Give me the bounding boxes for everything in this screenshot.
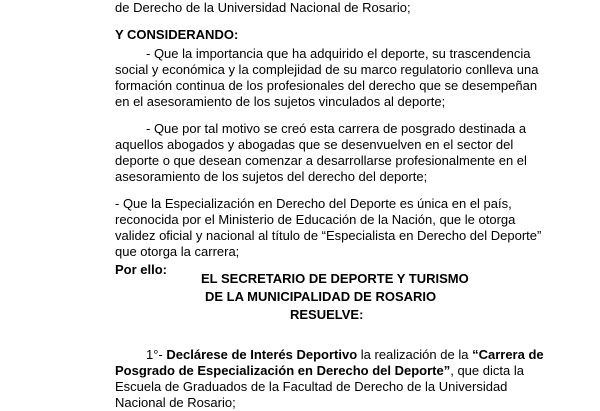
resuelve-heading: RESUELVE: [290, 307, 364, 322]
p3-line: que otorga la carrera; [115, 244, 240, 259]
secretario-heading: EL SECRETARIO DE DEPORTE Y TURISMO [201, 271, 469, 286]
article-1-line-3: Escuela de Graduados de la Facultad de Derecho de la Universidad [115, 379, 508, 394]
p1-line: social y económica y la complejidad de su marco regulatorio conlleva una [115, 62, 539, 77]
p2-line: deporte o que desean comenzar a desarrollarse profesionalmente en el [115, 153, 527, 168]
p1-line: en el asesoramiento de los sujetos vinculados al deporte; [115, 94, 446, 109]
article-bold-phrase: “Carrera de [472, 347, 544, 362]
p1-line: formación continua de los profesionales del derecho que se desempeñan [115, 78, 538, 93]
article-bold-phrase: Posgrado de Especialización en Derecho del Deporte” [115, 363, 451, 378]
por-ello-label: Por ello: [115, 262, 168, 277]
top-line: de Derecho de la Universidad Nacional de Rosario; [115, 0, 411, 15]
article-1-line-4: Nacional de Rosario; [115, 395, 236, 410]
p3-line: - Que la Especialización en Derecho del Deporte es única en el país, [115, 196, 512, 211]
article-text: la realización de la [360, 347, 469, 362]
article-text: , que dicta la [450, 363, 524, 378]
p3-line: reconocida por el Ministerio de Educación de la Nación, que le otorga [115, 212, 516, 227]
article-bold-phrase: Declárese de Interés Deportivo [166, 347, 358, 362]
article-number: 1°- [146, 347, 163, 362]
article-1-line-1 [146, 347, 544, 363]
p2-line: asesoramiento de los sujetos del derecho del deporte; [115, 169, 428, 184]
municipalidad-heading: DE LA MUNICIPALIDAD DE ROSARIO [205, 289, 437, 304]
p1-line: - Que la importancia que ha adquirido el deporte, su trascendencia [146, 46, 531, 61]
considerando-heading: Y CONSIDERANDO: [115, 27, 239, 42]
article-1-line-2 [115, 363, 524, 379]
p2-line: - Que por tal motivo se creó esta carrera de posgrado destinada a [146, 121, 527, 136]
p2-line: aquellos abogados y abogadas que se desenvuelven en el sector del [115, 137, 514, 152]
p3-line: validez oficial y nacional al título de “Especialista en Derecho del Deporte” [115, 228, 542, 243]
